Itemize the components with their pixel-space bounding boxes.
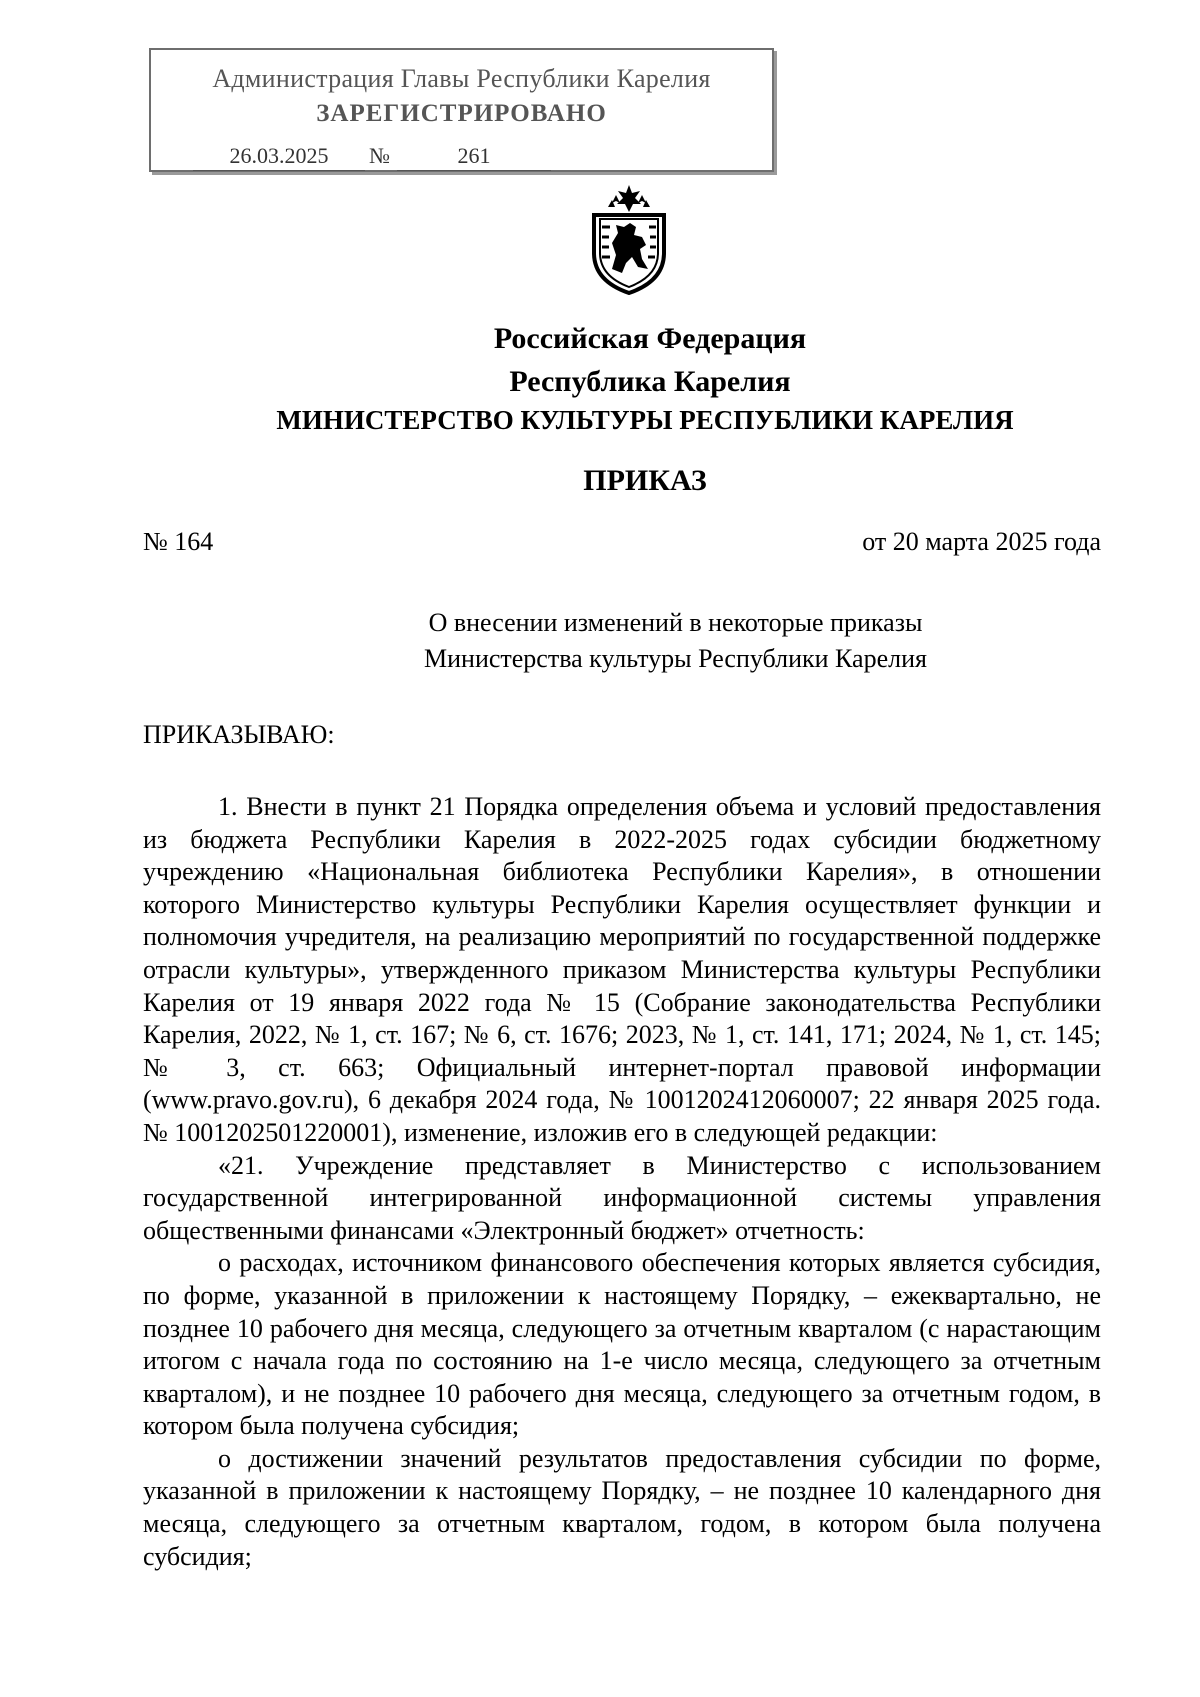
karelia-coat-of-arms-icon (582, 183, 676, 295)
subject-line-1: О внесении изменений в некоторые приказы (428, 608, 923, 637)
stamp-number-label: № (369, 143, 390, 168)
stamp-date: 26.03.2025 (193, 142, 365, 171)
order-body (143, 791, 1101, 1573)
paragraph: «21. Учреждение представляет в Министерство с использованием государственной интегрированной информационной системы управления общественными финансами «Электронный бюджет» отчетность: (143, 1150, 1101, 1245)
registration-stamp (149, 48, 774, 172)
stamp-number: 261 (397, 142, 551, 171)
header-region: Республика Карелия (509, 365, 791, 398)
paragraph: о достижении значений результатов предоставления субсидии по форме, указанной в приложении к настоящему Порядку, – не позднее 10 календарного дня месяца, следующего за отчетным кварталом, годом, в котором была получена субсидия; (143, 1443, 1101, 1571)
order-number: № 164 (143, 527, 214, 556)
document-type: ПРИКАЗ (583, 464, 707, 497)
paragraph: о расходах, источником финансового обеспечения которых является субсидия, по форме, указанной в приложении к настоящему Порядку, – ежеквартально, не позднее 10 рабочего дня месяца, следующего за отчетным кварталом (с нарастающим итогом с начала года по состоянию на 1-е число месяца, следующего за отчетным кварталом), и не позднее 10 рабочего дня месяца, следующего за отчетным годом, в котором была получена субсидия; (143, 1248, 1101, 1441)
header-ministry: МИНИСТЕРСТВО КУЛЬТУРЫ РЕСПУБЛИКИ КАРЕЛИЯ (276, 405, 1014, 435)
order-date: от 20 марта 2025 года (862, 527, 1101, 556)
paragraph: 1. Внести в пункт 21 Порядка определения объема и условий предоставления из бюджета Республики Карелия в 2022-2025 годах субсидии бюджетному учреждению «Национальная библиотека Республики Карелия», в отношении которого Министерство культуры Республики Карелия осуществляет функции и полномочия учредителя, на реализацию мероприятий по государственной поддержке отрасли культуры», утвержденного приказом Министерства культуры Республики Карелия от 19 января 2022 года № 15 (Собрание законодательства Республики Карелия, 2022, № 1, ст. 167; № 6, ст. 1676; 2023, № 1, ст. 141, 171; 2024, № 1, ст. 145; № 3, ст. 663; Официальный интернет-портал правовой информации (www.pravo.gov.ru), 6 декабря 2024 года, № 1001202412060007; 22 января 2025 года. № 1001202501220001), изменение, изложив его в следующей редакции: (143, 792, 1101, 1147)
stamp-organization: Администрация Главы Республики Карелия (212, 64, 711, 93)
subject-line-2: Министерства культуры Республики Карелия (424, 644, 927, 673)
order-subject (300, 605, 1051, 677)
header-country: Российская Федерация (493, 322, 807, 355)
stamp-status: ЗАРЕГИСТРИРОВАНО (316, 100, 607, 127)
order-directive: ПРИКАЗЫВАЮ: (143, 720, 335, 749)
